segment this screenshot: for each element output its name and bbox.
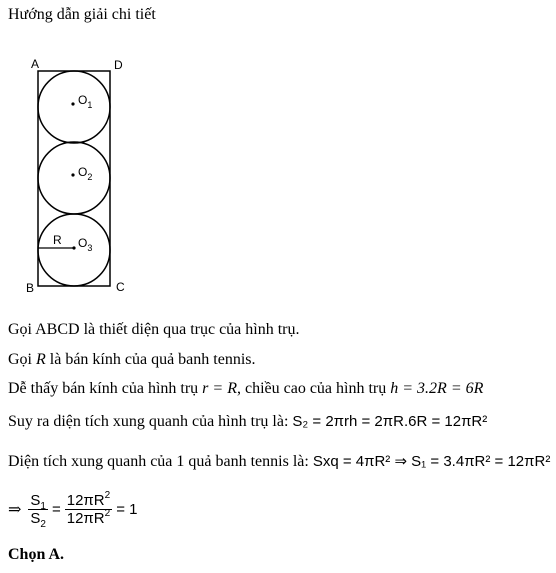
ratio-s1-s2: $\frac{S_1}{S_2}$ (30, 492, 46, 530)
label-c: C (116, 280, 125, 294)
ratio-line: ⇒ $\frac{S_1}{S_2}$ = $\frac{12\pi R^2}{12\pi R^2}$ = 1 (8, 490, 138, 530)
label-o2: $O_2$ (78, 165, 93, 182)
label-o1: $O_1$ (78, 93, 93, 110)
center-dot-1 (71, 102, 74, 105)
text-line-1: Gọi ABCD là thiết diện qua trục của hình trụ. (8, 321, 300, 338)
equation-s2: S₂ = 2πrh = 2πR.6R = 12πR² (292, 413, 488, 430)
label-a: A (31, 57, 40, 71)
ball-circle-1 (38, 71, 110, 143)
text-line-2: Gọi R là bán kính của quả banh tennis. (8, 351, 256, 368)
solution-heading: Hướng dẫn giải chi tiết (8, 6, 156, 23)
ratio-value: $\frac{12\pi R^2}{12\pi R^2}$ (66, 490, 111, 527)
label-d: D (114, 58, 123, 72)
center-dot-2 (71, 173, 74, 176)
label-r: R (53, 233, 62, 247)
equation-h: h = 3.2R = 6R (390, 380, 484, 397)
ball-circle-3 (38, 214, 110, 286)
equation-r: r = R (202, 380, 237, 397)
label-b: B (26, 281, 35, 295)
label-o3: $O_3$ (78, 236, 93, 253)
final-answer: Chọn A. (8, 546, 65, 563)
text-line-3: Dễ thấy bán kính của hình trụ r = R, chiều cao của hình trụ h = 3.2R = 6R (8, 380, 484, 397)
ball-circle-2 (38, 142, 110, 214)
equation-s1: Sxq = 4πR² ⇒ S₁ = 3.4πR² = 12πR² (312, 453, 551, 470)
text-line-4: Suy ra diện tích xung quanh của hình trụ là: S₂ = 2πrh = 2πR.6R = 12πR² (8, 413, 488, 430)
text-line-5: Diện tích xung quanh của 1 quả banh tennis là: Sxq = 4πR² ⇒ S₁ = 3.4πR² = 12πR² (8, 453, 551, 470)
